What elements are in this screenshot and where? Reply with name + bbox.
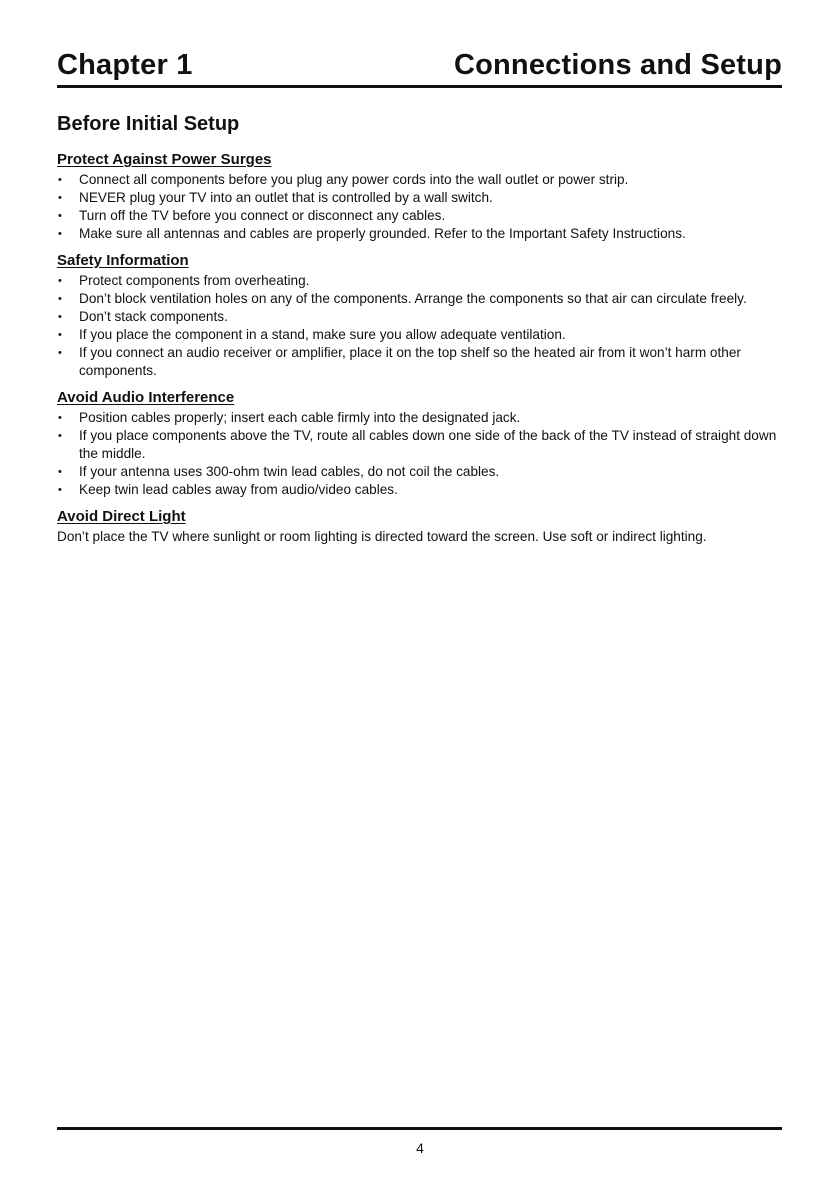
chapter-label: Chapter 1: [57, 49, 193, 81]
list-item: • Connect all components before you plug any power cords into the wall outlet or power strip.: [57, 171, 782, 189]
list-item: • Protect components from overheating.: [57, 272, 782, 290]
list-item: • NEVER plug your TV into an outlet that is controlled by a wall switch.: [57, 189, 782, 207]
list-item: • Keep twin lead cables away from audio/video cables.: [57, 481, 782, 499]
section-audio-interference: [57, 389, 782, 499]
section-direct-light: [57, 508, 782, 546]
list-item: • If you place components above the TV, route all cables down one side of the back of the TV instead of straight down the middle.: [57, 427, 782, 463]
subheading-direct-light: Avoid Direct Light: [57, 508, 186, 525]
page-number: 4: [416, 1140, 424, 1156]
subheading-audio-interference: Avoid Audio Interference: [57, 389, 235, 406]
page-header: [57, 46, 782, 84]
header-rule: [57, 85, 782, 88]
footer-rule: [57, 1127, 782, 1130]
section-power-surges: [57, 151, 782, 243]
chapter-title: Connections and Setup: [453, 49, 782, 81]
list-item: • If you connect an audio receiver or amplifier, place it on the top shelf so the heated air from it won’t harm other components.: [57, 344, 782, 380]
list-item: • Don’t stack components.: [57, 308, 782, 326]
section-safety-information: [57, 252, 782, 380]
bullet-list-power-surges: [57, 171, 782, 243]
subheading-safety-information: Safety Information: [57, 252, 189, 269]
list-item: • Turn off the TV before you connect or disconnect any cables.: [57, 207, 782, 225]
direct-light-paragraph: Don’t place the TV where sunlight or room lighting is directed toward the screen. Use soft or indirect lighting.: [57, 529, 707, 544]
page-content: [57, 111, 782, 546]
list-item: • If you place the component in a stand, make sure you allow adequate ventilation.: [57, 326, 782, 344]
list-item: • Don’t block ventilation holes on any of the components. Arrange the components so that air can circulate freely.: [57, 290, 782, 308]
section-title: Before Initial Setup: [57, 113, 240, 135]
list-item: • Make sure all antennas and cables are properly grounded. Refer to the Important Safety Instructions.: [57, 225, 782, 243]
bullet-list-safety-information: [57, 272, 782, 380]
bullet-list-audio-interference: [57, 409, 782, 499]
list-item: • If your antenna uses 300-ohm twin lead cables, do not coil the cables.: [57, 463, 782, 481]
subheading-power-surges: Protect Against Power Surges: [57, 151, 272, 168]
list-item: • Position cables properly; insert each cable firmly into the designated jack.: [57, 409, 782, 427]
